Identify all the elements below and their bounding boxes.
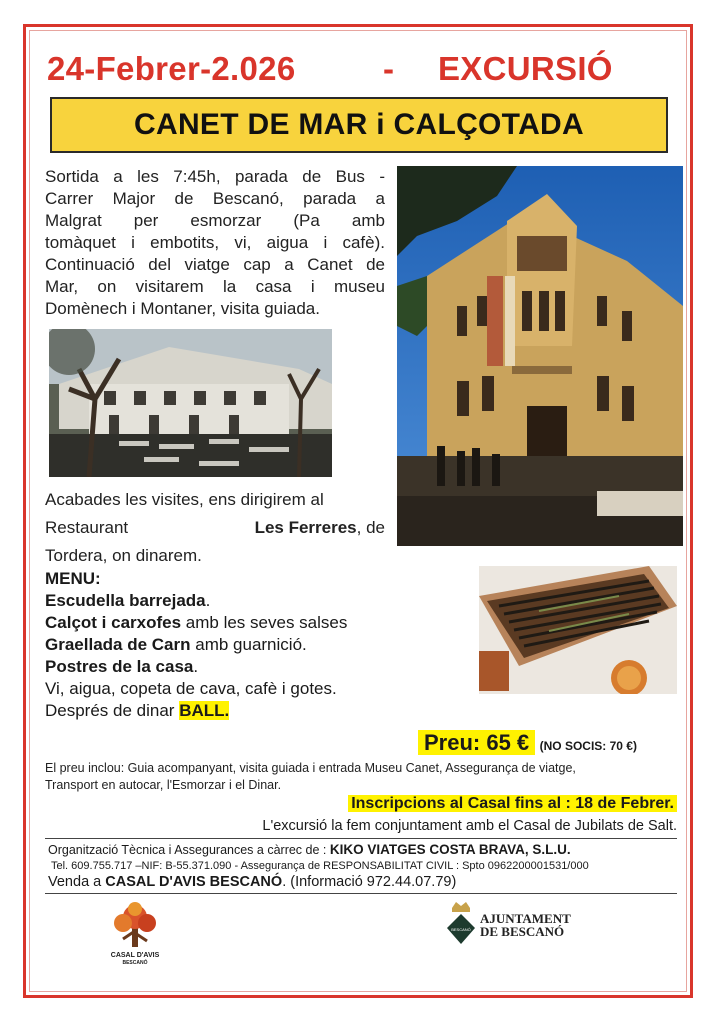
intro-line: Domènech i Montaner, visita guiada. bbox=[45, 299, 320, 318]
sale-place: CASAL D'AVIS BESCANÓ bbox=[105, 874, 283, 890]
house-courtyard-photo bbox=[49, 329, 332, 477]
intro-line: Carrer Major de Bescanó, parada a bbox=[45, 189, 385, 208]
restaurant-name-line bbox=[45, 517, 385, 539]
restaurant-line: Tordera, on dinarem. bbox=[45, 546, 202, 565]
menu-section bbox=[45, 568, 347, 722]
organizer-line bbox=[48, 842, 571, 857]
restaurant-name: Les Ferreres bbox=[254, 518, 357, 537]
divider bbox=[45, 838, 677, 839]
organizer-details: Tel. 609.755.717 –NIF: B-55.371.090 - Assegurança de RESPONSABILITAT CIVIL : Spto 0962200001531/000 bbox=[51, 860, 589, 872]
menu-item-detail: amb guarnició. bbox=[190, 635, 307, 654]
restaurant-prefix: Restaurant bbox=[45, 518, 129, 537]
casal-logo bbox=[108, 901, 162, 967]
museum-building-photo bbox=[397, 166, 683, 546]
ajuntament-town: DE BESCANÓ bbox=[480, 924, 565, 939]
municipal-shield-icon bbox=[446, 900, 476, 946]
excursion-date: 24-Febrer-2.026 bbox=[47, 50, 296, 87]
casal-town: BESCANÓ bbox=[122, 960, 148, 966]
price-label: Preu: 65 € bbox=[418, 730, 535, 755]
after-lunch-text: Després de dinar bbox=[45, 701, 180, 720]
intro-line: Sortida a les 7:45h, parada de Bus - bbox=[45, 167, 385, 186]
includes-line: Transport en autocar, l'Esmorzar i el Dinar. bbox=[45, 778, 282, 792]
ajuntament-name: AJUNTAMENT bbox=[480, 911, 571, 926]
menu-punct: . bbox=[193, 657, 199, 676]
menu-item: Graellada de Carn bbox=[45, 635, 191, 654]
subtitle-text: CANET DE MAR i CALÇOTADA bbox=[134, 108, 584, 141]
organizer-prefix: Organització Tècnica i Assegurances a càrrec de : bbox=[48, 843, 330, 857]
shield-text: BESCANÓ bbox=[451, 927, 471, 932]
menu-heading: MENU: bbox=[45, 569, 101, 588]
menu-drinks: Vi, aigua, copeta de cava, cafè i gotes. bbox=[45, 679, 337, 698]
casal-name: CASAL D'AVIS bbox=[110, 952, 160, 959]
dance-highlight: BALL. bbox=[179, 701, 230, 720]
menu-item: Escudella barrejada bbox=[45, 591, 206, 610]
excursion-label: EXCURSIÓ bbox=[438, 50, 613, 87]
intro-line: tomàquet i embotits, vi, aigua i cafè). bbox=[45, 233, 385, 252]
intro-paragraph bbox=[45, 166, 385, 320]
calcots-photo bbox=[479, 566, 677, 694]
menu-item: Calçot i carxofes bbox=[45, 613, 182, 632]
restaurant-paragraph bbox=[45, 489, 385, 567]
intro-line: Malgrat per esmorzar (Pa amb bbox=[45, 211, 385, 230]
intro-line: Continuació del viatge cap a Canet de bbox=[45, 255, 385, 274]
price-row bbox=[418, 730, 637, 756]
ajuntament-logo bbox=[446, 900, 576, 950]
intro-line: Mar, on visitarem la casa i museu bbox=[45, 277, 385, 296]
joint-excursion-note: L'excursió la fem conjuntament amb el Casal de Jubilats de Salt. bbox=[262, 818, 677, 834]
menu-punct: . bbox=[205, 591, 211, 610]
divider bbox=[45, 893, 677, 894]
registration-row bbox=[348, 795, 677, 813]
registration-deadline: Inscripcions al Casal fins al : 18 de Febrer. bbox=[348, 795, 677, 812]
title-separator: - bbox=[383, 50, 395, 87]
sale-prefix: Venda a bbox=[48, 874, 106, 890]
sale-info: . (Informació 972.44.07.79) bbox=[282, 874, 457, 890]
subtitle-banner bbox=[50, 97, 668, 153]
restaurant-line: Acabades les visites, ens dirigirem al bbox=[45, 490, 324, 509]
menu-item: Postres de la casa bbox=[45, 657, 194, 676]
restaurant-suffix: , de bbox=[356, 518, 385, 537]
tree-icon bbox=[108, 901, 162, 947]
organizer-company: KIKO VIATGES COSTA BRAVA, S.L.U. bbox=[329, 842, 571, 857]
includes-text bbox=[45, 760, 576, 794]
sale-line bbox=[48, 874, 456, 890]
menu-item-detail: amb les seves salses bbox=[181, 613, 348, 632]
includes-line: El preu inclou: Guia acompanyant, visita guiada i entrada Museu Canet, Assegurança de viatge, bbox=[45, 761, 576, 775]
non-member-price: (NO SOCIS: 70 €) bbox=[539, 739, 637, 753]
